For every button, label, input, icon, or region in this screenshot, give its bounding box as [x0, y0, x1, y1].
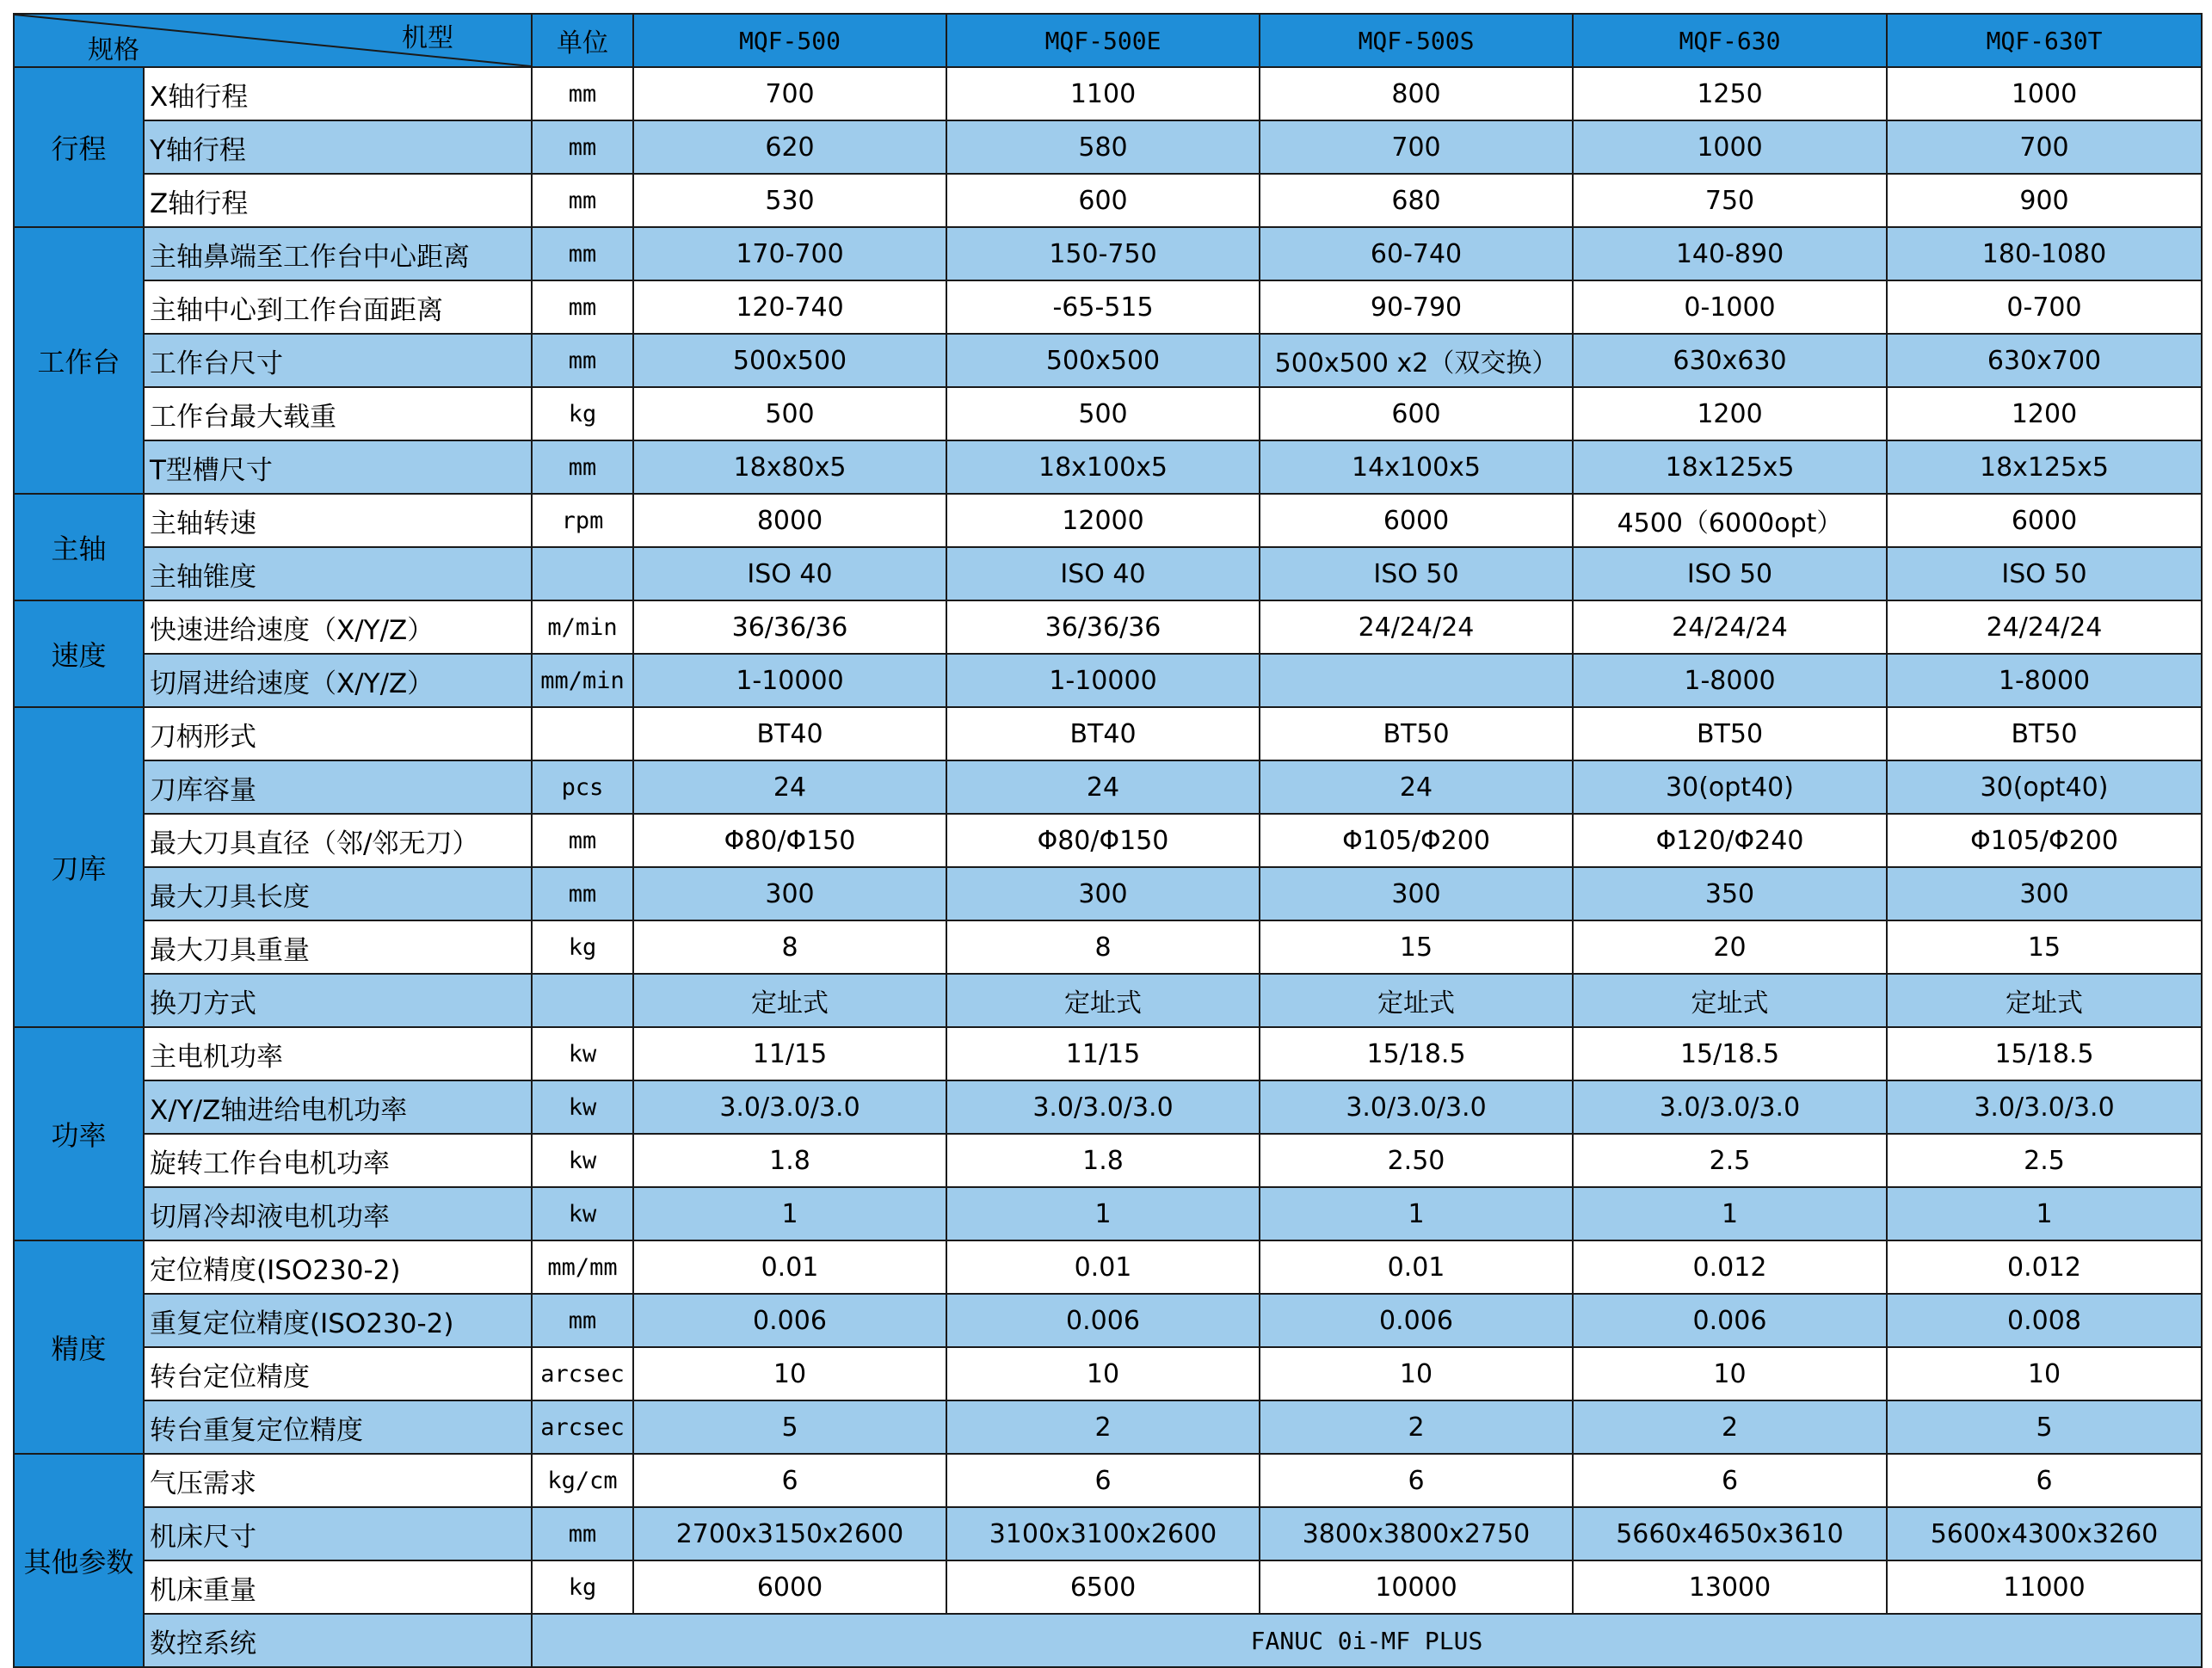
value-cell: 0.012 — [1887, 1240, 2202, 1294]
header-row — [14, 14, 2202, 67]
value-cell: 12000 — [946, 494, 1260, 547]
value-cell: 14x100x5 — [1260, 440, 1573, 494]
param-name: T型槽尺寸 — [144, 440, 532, 494]
unit-cell: kg — [532, 1560, 633, 1614]
table-row — [14, 1454, 2202, 1507]
table-row — [14, 227, 2202, 280]
value-cell: 0.008 — [1887, 1294, 2202, 1347]
value-cell: 10 — [1573, 1347, 1887, 1400]
value-cell: 6500 — [946, 1560, 1260, 1614]
table-row — [14, 814, 2202, 867]
value-cell: ISO 40 — [633, 547, 946, 600]
value-cell: 600 — [1260, 387, 1573, 440]
value-cell: 15/18.5 — [1260, 1027, 1573, 1080]
value-cell: 5 — [633, 1400, 946, 1454]
table-row — [14, 1507, 2202, 1560]
value-cell: 2 — [1260, 1400, 1573, 1454]
value-cell: 0.006 — [633, 1294, 946, 1347]
table-row — [14, 600, 2202, 654]
param-name: 刀库容量 — [144, 760, 532, 814]
value-cell: 1-10000 — [946, 654, 1260, 707]
table-row — [14, 654, 2202, 707]
param-name: 重复定位精度(ISO230-2) — [144, 1294, 532, 1347]
value-cell: 1-8000 — [1887, 654, 2202, 707]
unit-cell: kw — [532, 1080, 633, 1134]
param-name: X轴行程 — [144, 67, 532, 120]
param-name: 机床尺寸 — [144, 1507, 532, 1560]
value-cell: 0.006 — [1260, 1294, 1573, 1347]
unit-cell: mm/mm — [532, 1240, 633, 1294]
value-cell: 180-1080 — [1887, 227, 2202, 280]
value-cell: 630x630 — [1573, 334, 1887, 387]
value-cell: 6 — [946, 1454, 1260, 1507]
value-cell: 0.01 — [633, 1240, 946, 1294]
unit-cell: kw — [532, 1134, 633, 1187]
value-cell: 3.0/3.0/3.0 — [946, 1080, 1260, 1134]
value-cell: BT50 — [1260, 707, 1573, 760]
value-cell: 1200 — [1573, 387, 1887, 440]
value-cell: 170-700 — [633, 227, 946, 280]
value-cell: 10 — [1887, 1347, 2202, 1400]
table-row — [14, 707, 2202, 760]
value-cell: 500 — [633, 387, 946, 440]
value-cell: 500x500 x2（双交换） — [1260, 334, 1573, 387]
table-row — [14, 1560, 2202, 1614]
unit-cell — [532, 547, 633, 600]
value-cell: 10 — [1260, 1347, 1573, 1400]
value-cell: 24 — [633, 760, 946, 814]
value-cell: 10 — [633, 1347, 946, 1400]
param-name: 转台定位精度 — [144, 1347, 532, 1400]
table-row — [14, 1614, 2202, 1667]
value-cell: 150-750 — [946, 227, 1260, 280]
value-cell: 300 — [1887, 867, 2202, 920]
value-cell: 24/24/24 — [1573, 600, 1887, 654]
param-name: 主电机功率 — [144, 1027, 532, 1080]
value-cell: 11/15 — [946, 1027, 1260, 1080]
value-cell: 4500（6000opt） — [1573, 494, 1887, 547]
param-name: 切屑冷却液电机功率 — [144, 1187, 532, 1240]
value-cell: 36/36/36 — [633, 600, 946, 654]
table-row — [14, 494, 2202, 547]
table-row — [14, 547, 2202, 600]
table-row — [14, 1027, 2202, 1080]
value-cell: -65-515 — [946, 280, 1260, 334]
value-cell: 750 — [1573, 174, 1887, 227]
value-cell: 800 — [1260, 67, 1573, 120]
value-cell: 1100 — [946, 67, 1260, 120]
table-row — [14, 1294, 2202, 1347]
param-name: 旋转工作台电机功率 — [144, 1134, 532, 1187]
unit-cell: mm — [532, 440, 633, 494]
header-model: MQF-630 — [1573, 14, 1887, 67]
value-cell: 13000 — [1573, 1560, 1887, 1614]
value-cell: 15 — [1260, 920, 1573, 974]
unit-cell: kg — [532, 920, 633, 974]
value-cell: 18x100x5 — [946, 440, 1260, 494]
unit-cell: mm — [532, 1507, 633, 1560]
value-cell: 18x125x5 — [1573, 440, 1887, 494]
value-cell: 530 — [633, 174, 946, 227]
value-cell: 定址式 — [1260, 974, 1573, 1027]
section-label: 主轴 — [14, 494, 144, 600]
value-cell: 630x700 — [1887, 334, 2202, 387]
value-cell: 0-1000 — [1573, 280, 1887, 334]
value-cell: 20 — [1573, 920, 1887, 974]
value-cell: 300 — [633, 867, 946, 920]
value-cell: 0.01 — [1260, 1240, 1573, 1294]
spec-table-body — [14, 67, 2202, 1667]
value-cell: 500x500 — [946, 334, 1260, 387]
value-cell: 500x500 — [633, 334, 946, 387]
value-cell: 700 — [633, 67, 946, 120]
value-cell: 8 — [633, 920, 946, 974]
value-cell: ISO 40 — [946, 547, 1260, 600]
value-cell: 300 — [946, 867, 1260, 920]
section-label: 功率 — [14, 1027, 144, 1240]
value-cell: 140-890 — [1573, 227, 1887, 280]
value-cell: 1.8 — [633, 1134, 946, 1187]
table-row — [14, 120, 2202, 174]
param-name: 数控系统 — [144, 1614, 532, 1667]
value-cell: 1200 — [1887, 387, 2202, 440]
value-cell: 15/18.5 — [1887, 1027, 2202, 1080]
table-row — [14, 1400, 2202, 1454]
value-cell: 8000 — [633, 494, 946, 547]
value-cell: 680 — [1260, 174, 1573, 227]
value-cell: 1.8 — [946, 1134, 1260, 1187]
table-row — [14, 280, 2202, 334]
table-row — [14, 440, 2202, 494]
header-model: MQF-630T — [1887, 14, 2202, 67]
value-cell: Φ80/Φ150 — [946, 814, 1260, 867]
value-cell: Φ105/Φ200 — [1260, 814, 1573, 867]
value-cell: 1 — [1260, 1187, 1573, 1240]
param-name: 最大刀具重量 — [144, 920, 532, 974]
value-cell: 6000 — [1260, 494, 1573, 547]
header-corner-cell — [14, 14, 532, 67]
unit-cell: kw — [532, 1187, 633, 1240]
param-name: 刀柄形式 — [144, 707, 532, 760]
unit-cell: arcsec — [532, 1347, 633, 1400]
value-cell: 90-790 — [1260, 280, 1573, 334]
table-row — [14, 920, 2202, 974]
value-cell: 24/24/24 — [1260, 600, 1573, 654]
value-cell: 0.006 — [1573, 1294, 1887, 1347]
param-name: 工作台尺寸 — [144, 334, 532, 387]
spanning-value: FANUC 0i-MF PLUS — [532, 1614, 2202, 1667]
value-cell: 300 — [1260, 867, 1573, 920]
value-cell: ISO 50 — [1260, 547, 1573, 600]
param-name: X/Y/Z轴进给电机功率 — [144, 1080, 532, 1134]
unit-cell: kw — [532, 1027, 633, 1080]
unit-cell: mm — [532, 120, 633, 174]
table-row — [14, 1240, 2202, 1294]
value-cell: 1-8000 — [1573, 654, 1887, 707]
value-cell: 24 — [1260, 760, 1573, 814]
value-cell: BT40 — [633, 707, 946, 760]
value-cell: 定址式 — [1887, 974, 2202, 1027]
unit-cell: arcsec — [532, 1400, 633, 1454]
value-cell: 11000 — [1887, 1560, 2202, 1614]
section-label: 行程 — [14, 67, 144, 227]
header-unit: 单位 — [532, 14, 633, 67]
section-label: 工作台 — [14, 227, 144, 494]
table-row — [14, 1080, 2202, 1134]
value-cell: Φ105/Φ200 — [1887, 814, 2202, 867]
table-row — [14, 334, 2202, 387]
value-cell: 6 — [1260, 1454, 1573, 1507]
unit-cell — [532, 707, 633, 760]
value-cell: BT40 — [946, 707, 1260, 760]
unit-cell: mm — [532, 814, 633, 867]
param-name: 最大刀具长度 — [144, 867, 532, 920]
value-cell: 5 — [1887, 1400, 2202, 1454]
value-cell: 580 — [946, 120, 1260, 174]
value-cell: Φ120/Φ240 — [1573, 814, 1887, 867]
table-row — [14, 1134, 2202, 1187]
value-cell: 10 — [946, 1347, 1260, 1400]
value-cell: 0.01 — [946, 1240, 1260, 1294]
value-cell: 350 — [1573, 867, 1887, 920]
value-cell: 5660x4650x3610 — [1573, 1507, 1887, 1560]
param-name: Y轴行程 — [144, 120, 532, 174]
unit-cell: kg — [532, 387, 633, 440]
table-row — [14, 1187, 2202, 1240]
unit-cell: mm — [532, 334, 633, 387]
param-name: 主轴锥度 — [144, 547, 532, 600]
param-name: 转台重复定位精度 — [144, 1400, 532, 1454]
value-cell: 15 — [1887, 920, 2202, 974]
value-cell: 120-740 — [633, 280, 946, 334]
value-cell: 700 — [1260, 120, 1573, 174]
section-label: 其他参数 — [14, 1454, 144, 1667]
value-cell: 6000 — [633, 1560, 946, 1614]
value-cell: 3.0/3.0/3.0 — [1573, 1080, 1887, 1134]
unit-cell: mm — [532, 867, 633, 920]
header-spec-label: 规格 — [88, 35, 139, 65]
value-cell: 3.0/3.0/3.0 — [633, 1080, 946, 1134]
section-label: 刀库 — [14, 707, 144, 1027]
value-cell: 15/18.5 — [1573, 1027, 1887, 1080]
param-name: 主轴鼻端至工作台中心距离 — [144, 227, 532, 280]
value-cell: 1000 — [1573, 120, 1887, 174]
value-cell: 18x125x5 — [1887, 440, 2202, 494]
param-name: 切屑进给速度（X/Y/Z） — [144, 654, 532, 707]
value-cell: 24 — [946, 760, 1260, 814]
value-cell: 6000 — [1887, 494, 2202, 547]
value-cell: 11/15 — [633, 1027, 946, 1080]
table-row — [14, 974, 2202, 1027]
param-name: 快速进给速度（X/Y/Z） — [144, 600, 532, 654]
value-cell: ISO 50 — [1887, 547, 2202, 600]
value-cell: 0-700 — [1887, 280, 2202, 334]
value-cell: 1250 — [1573, 67, 1887, 120]
param-name: 主轴转速 — [144, 494, 532, 547]
value-cell: 3800x3800x2750 — [1260, 1507, 1573, 1560]
value-cell: 1-10000 — [633, 654, 946, 707]
param-name: 气压需求 — [144, 1454, 532, 1507]
spec-table — [13, 13, 2203, 1668]
value-cell: 8 — [946, 920, 1260, 974]
value-cell: 30(opt40) — [1573, 760, 1887, 814]
table-row — [14, 760, 2202, 814]
value-cell: 5600x4300x3260 — [1887, 1507, 2202, 1560]
section-label: 精度 — [14, 1240, 144, 1454]
value-cell: 定址式 — [1573, 974, 1887, 1027]
value-cell: ISO 50 — [1573, 547, 1887, 600]
value-cell: 6 — [633, 1454, 946, 1507]
unit-cell: kg/cm — [532, 1454, 633, 1507]
value-cell: 2.5 — [1887, 1134, 2202, 1187]
param-name: 最大刀具直径（邻/邻无刀） — [144, 814, 532, 867]
value-cell: 1000 — [1887, 67, 2202, 120]
value-cell: 24/24/24 — [1887, 600, 2202, 654]
table-row — [14, 174, 2202, 227]
param-name: 换刀方式 — [144, 974, 532, 1027]
param-name: 工作台最大载重 — [144, 387, 532, 440]
value-cell: 1 — [946, 1187, 1260, 1240]
unit-cell: mm — [532, 280, 633, 334]
value-cell: 2700x3150x2600 — [633, 1507, 946, 1560]
value-cell: 3.0/3.0/3.0 — [1887, 1080, 2202, 1134]
value-cell: 36/36/36 — [946, 600, 1260, 654]
section-label: 速度 — [14, 600, 144, 707]
param-name: Z轴行程 — [144, 174, 532, 227]
header-model-label: 机型 — [402, 23, 453, 53]
value-cell: 0.012 — [1573, 1240, 1887, 1294]
value-cell: 30(opt40) — [1887, 760, 2202, 814]
value-cell: 2.5 — [1573, 1134, 1887, 1187]
value-cell: 定址式 — [946, 974, 1260, 1027]
value-cell: 500 — [946, 387, 1260, 440]
value-cell: 6 — [1887, 1454, 2202, 1507]
value-cell: 2 — [1573, 1400, 1887, 1454]
value-cell: 18x80x5 — [633, 440, 946, 494]
unit-cell: rpm — [532, 494, 633, 547]
value-cell: 900 — [1887, 174, 2202, 227]
param-name: 机床重量 — [144, 1560, 532, 1614]
value-cell: 定址式 — [633, 974, 946, 1027]
unit-cell: mm/min — [532, 654, 633, 707]
unit-cell: mm — [532, 67, 633, 120]
value-cell: 3100x3100x2600 — [946, 1507, 1260, 1560]
header-model: MQF-500 — [633, 14, 946, 67]
value-cell: 600 — [946, 174, 1260, 227]
value-cell: 10000 — [1260, 1560, 1573, 1614]
value-cell: 1 — [1887, 1187, 2202, 1240]
value-cell: 700 — [1887, 120, 2202, 174]
value-cell: 1 — [1573, 1187, 1887, 1240]
value-cell: 60-740 — [1260, 227, 1573, 280]
value-cell: 0.006 — [946, 1294, 1260, 1347]
unit-cell: mm — [532, 1294, 633, 1347]
unit-cell: pcs — [532, 760, 633, 814]
value-cell: 3.0/3.0/3.0 — [1260, 1080, 1573, 1134]
value-cell: 6 — [1573, 1454, 1887, 1507]
table-row — [14, 867, 2202, 920]
header-model: MQF-500E — [946, 14, 1260, 67]
header-model: MQF-500S — [1260, 14, 1573, 67]
value-cell: BT50 — [1887, 707, 2202, 760]
unit-cell: m/min — [532, 600, 633, 654]
value-cell — [1260, 654, 1573, 707]
table-row — [14, 1347, 2202, 1400]
value-cell: 620 — [633, 120, 946, 174]
value-cell: 2.50 — [1260, 1134, 1573, 1187]
param-name: 主轴中心到工作台面距离 — [144, 280, 532, 334]
unit-cell — [532, 974, 633, 1027]
value-cell: 1 — [633, 1187, 946, 1240]
value-cell: Φ80/Φ150 — [633, 814, 946, 867]
value-cell: BT50 — [1573, 707, 1887, 760]
table-row — [14, 67, 2202, 120]
unit-cell: mm — [532, 227, 633, 280]
unit-cell: mm — [532, 174, 633, 227]
table-row — [14, 387, 2202, 440]
param-name: 定位精度(ISO230-2) — [144, 1240, 532, 1294]
value-cell: 2 — [946, 1400, 1260, 1454]
